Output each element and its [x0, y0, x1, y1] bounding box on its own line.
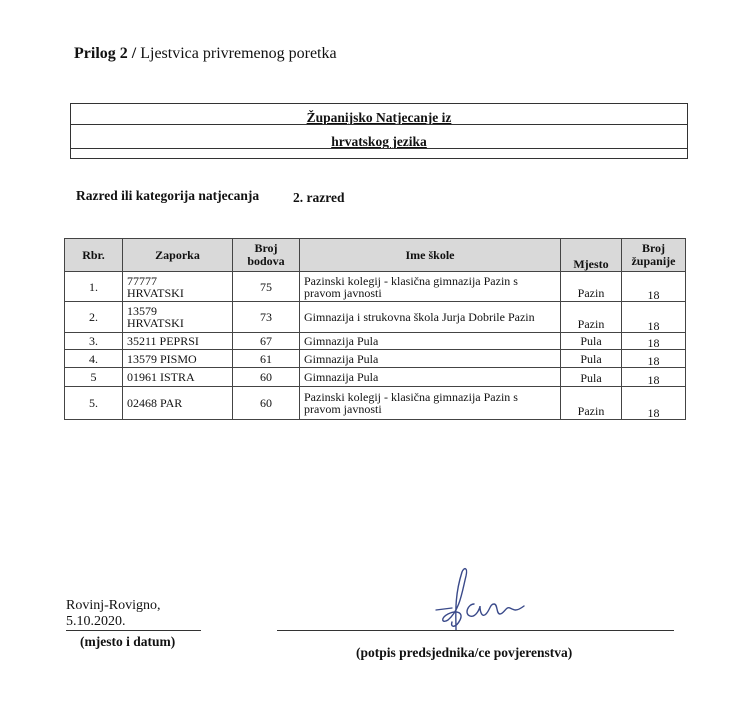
cell-skola: Gimnazija Pula: [300, 368, 561, 387]
cell-skola: Gimnazija Pula: [300, 333, 561, 350]
cell-skola: [300, 387, 561, 420]
signature-line: [277, 630, 674, 631]
cell-zaporka-word: HRVATSKI: [127, 285, 184, 300]
cell-skola: [300, 272, 561, 302]
header-rbr: Rbr.: [65, 239, 123, 272]
cell-zaporka: 01961 ISTRA: [123, 368, 233, 387]
attachment-number: Prilog 2 /: [74, 45, 137, 62]
cell-rbr: 2.: [65, 302, 123, 333]
place-and-date: [66, 598, 161, 630]
table-row: [65, 368, 686, 387]
header-skola: Ime škole: [300, 239, 561, 272]
date-text: 5.10.2020.: [66, 614, 126, 629]
signature-caption: (potpis predsjednika/ce povjerenstva): [356, 645, 573, 660]
table-row: [65, 333, 686, 350]
header-zupanije-line1: Broj: [641, 241, 666, 255]
cell-zaporka: [123, 272, 233, 302]
cell-skola-line2: pravom javnosti: [304, 402, 382, 416]
cell-zaporka: [123, 302, 233, 333]
cell-bodovi: 67: [233, 333, 300, 350]
cell-zupanija: 18: [622, 350, 686, 368]
cell-mjesto: Pazin: [561, 302, 622, 333]
attachment-title: Ljestvica privremenog poretka: [136, 45, 337, 62]
competition-box-divider-2: [71, 148, 687, 149]
cell-skola: Gimnazija i strukovna škola Jurja Dobrile Pazin: [300, 302, 561, 333]
cell-zaporka-word: HRVATSKI: [127, 316, 184, 330]
cell-zaporka: 02468 PAR: [123, 387, 233, 420]
cell-zupanija: 18: [622, 272, 686, 302]
cell-bodovi: 75: [233, 272, 300, 302]
cell-rbr: 4.: [65, 350, 123, 368]
date-signature-line: [66, 630, 201, 631]
cell-mjesto: Pazin: [561, 272, 622, 302]
cell-zupanija: 18: [622, 387, 686, 420]
place-text: Rovinj-Rovigno,: [66, 598, 161, 613]
competition-title-box: [70, 103, 688, 159]
cell-rbr: 5.: [65, 387, 123, 420]
attachment-heading: [74, 45, 337, 63]
header-zupanije-line2: županije: [631, 254, 676, 268]
cell-bodovi: 60: [233, 368, 300, 387]
cell-rbr: 3.: [65, 333, 123, 350]
header-zaporka: Zaporka: [123, 239, 233, 272]
cell-mjesto: Pazin: [561, 387, 622, 420]
cell-rbr: 5: [65, 368, 123, 387]
cell-bodovi: 73: [233, 302, 300, 333]
cell-bodovi: 60: [233, 387, 300, 420]
cell-zupanija: 18: [622, 333, 686, 350]
cell-skola-line2: pravom javnosti: [304, 285, 382, 300]
table-row: [65, 302, 686, 333]
table-header-row: [65, 239, 686, 272]
cell-rbr: 1.: [65, 272, 123, 302]
category-value: 2. razred: [293, 190, 345, 205]
header-bodovi-line2: bodova: [247, 254, 285, 268]
table-row: [65, 272, 686, 302]
ranking-table: [64, 238, 686, 420]
cell-skola: Gimnazija Pula: [300, 350, 561, 368]
cell-mjesto: Pula: [561, 333, 622, 350]
cell-mjesto: Pula: [561, 350, 622, 368]
date-caption: (mjesto i datum): [80, 634, 176, 649]
competition-title-line2: hrvatskog jezika: [331, 134, 427, 149]
cell-mjesto: Pula: [561, 368, 622, 387]
cell-skola-line1: Pazinski kolegij - klasična gimnazija Pazin s: [304, 390, 518, 404]
table-row: [65, 387, 686, 420]
cell-zupanija: 18: [622, 368, 686, 387]
cell-zaporka-code: 77777: [127, 273, 157, 288]
table-row: [65, 350, 686, 368]
cell-zaporka-code: 13579: [127, 304, 157, 318]
cell-zaporka: 13579 PISMO: [123, 350, 233, 368]
category-label: Razred ili kategorija natjecanja: [76, 188, 260, 203]
cell-zaporka: 35211 PEPRSI: [123, 333, 233, 350]
header-zupanije: [622, 239, 686, 272]
cell-zupanija: 18: [622, 302, 686, 333]
header-bodovi-line1: Broj: [254, 241, 278, 255]
competition-title-line1: Županijsko Natjecanje iz: [306, 110, 452, 125]
cell-bodovi: 61: [233, 350, 300, 368]
competition-box-divider: [71, 124, 687, 125]
cell-skola-line1: Pazinski kolegij - klasična gimnazija Pazin s: [304, 273, 518, 288]
header-bodovi: [233, 239, 300, 272]
header-mjesto: Mjesto: [561, 239, 622, 272]
